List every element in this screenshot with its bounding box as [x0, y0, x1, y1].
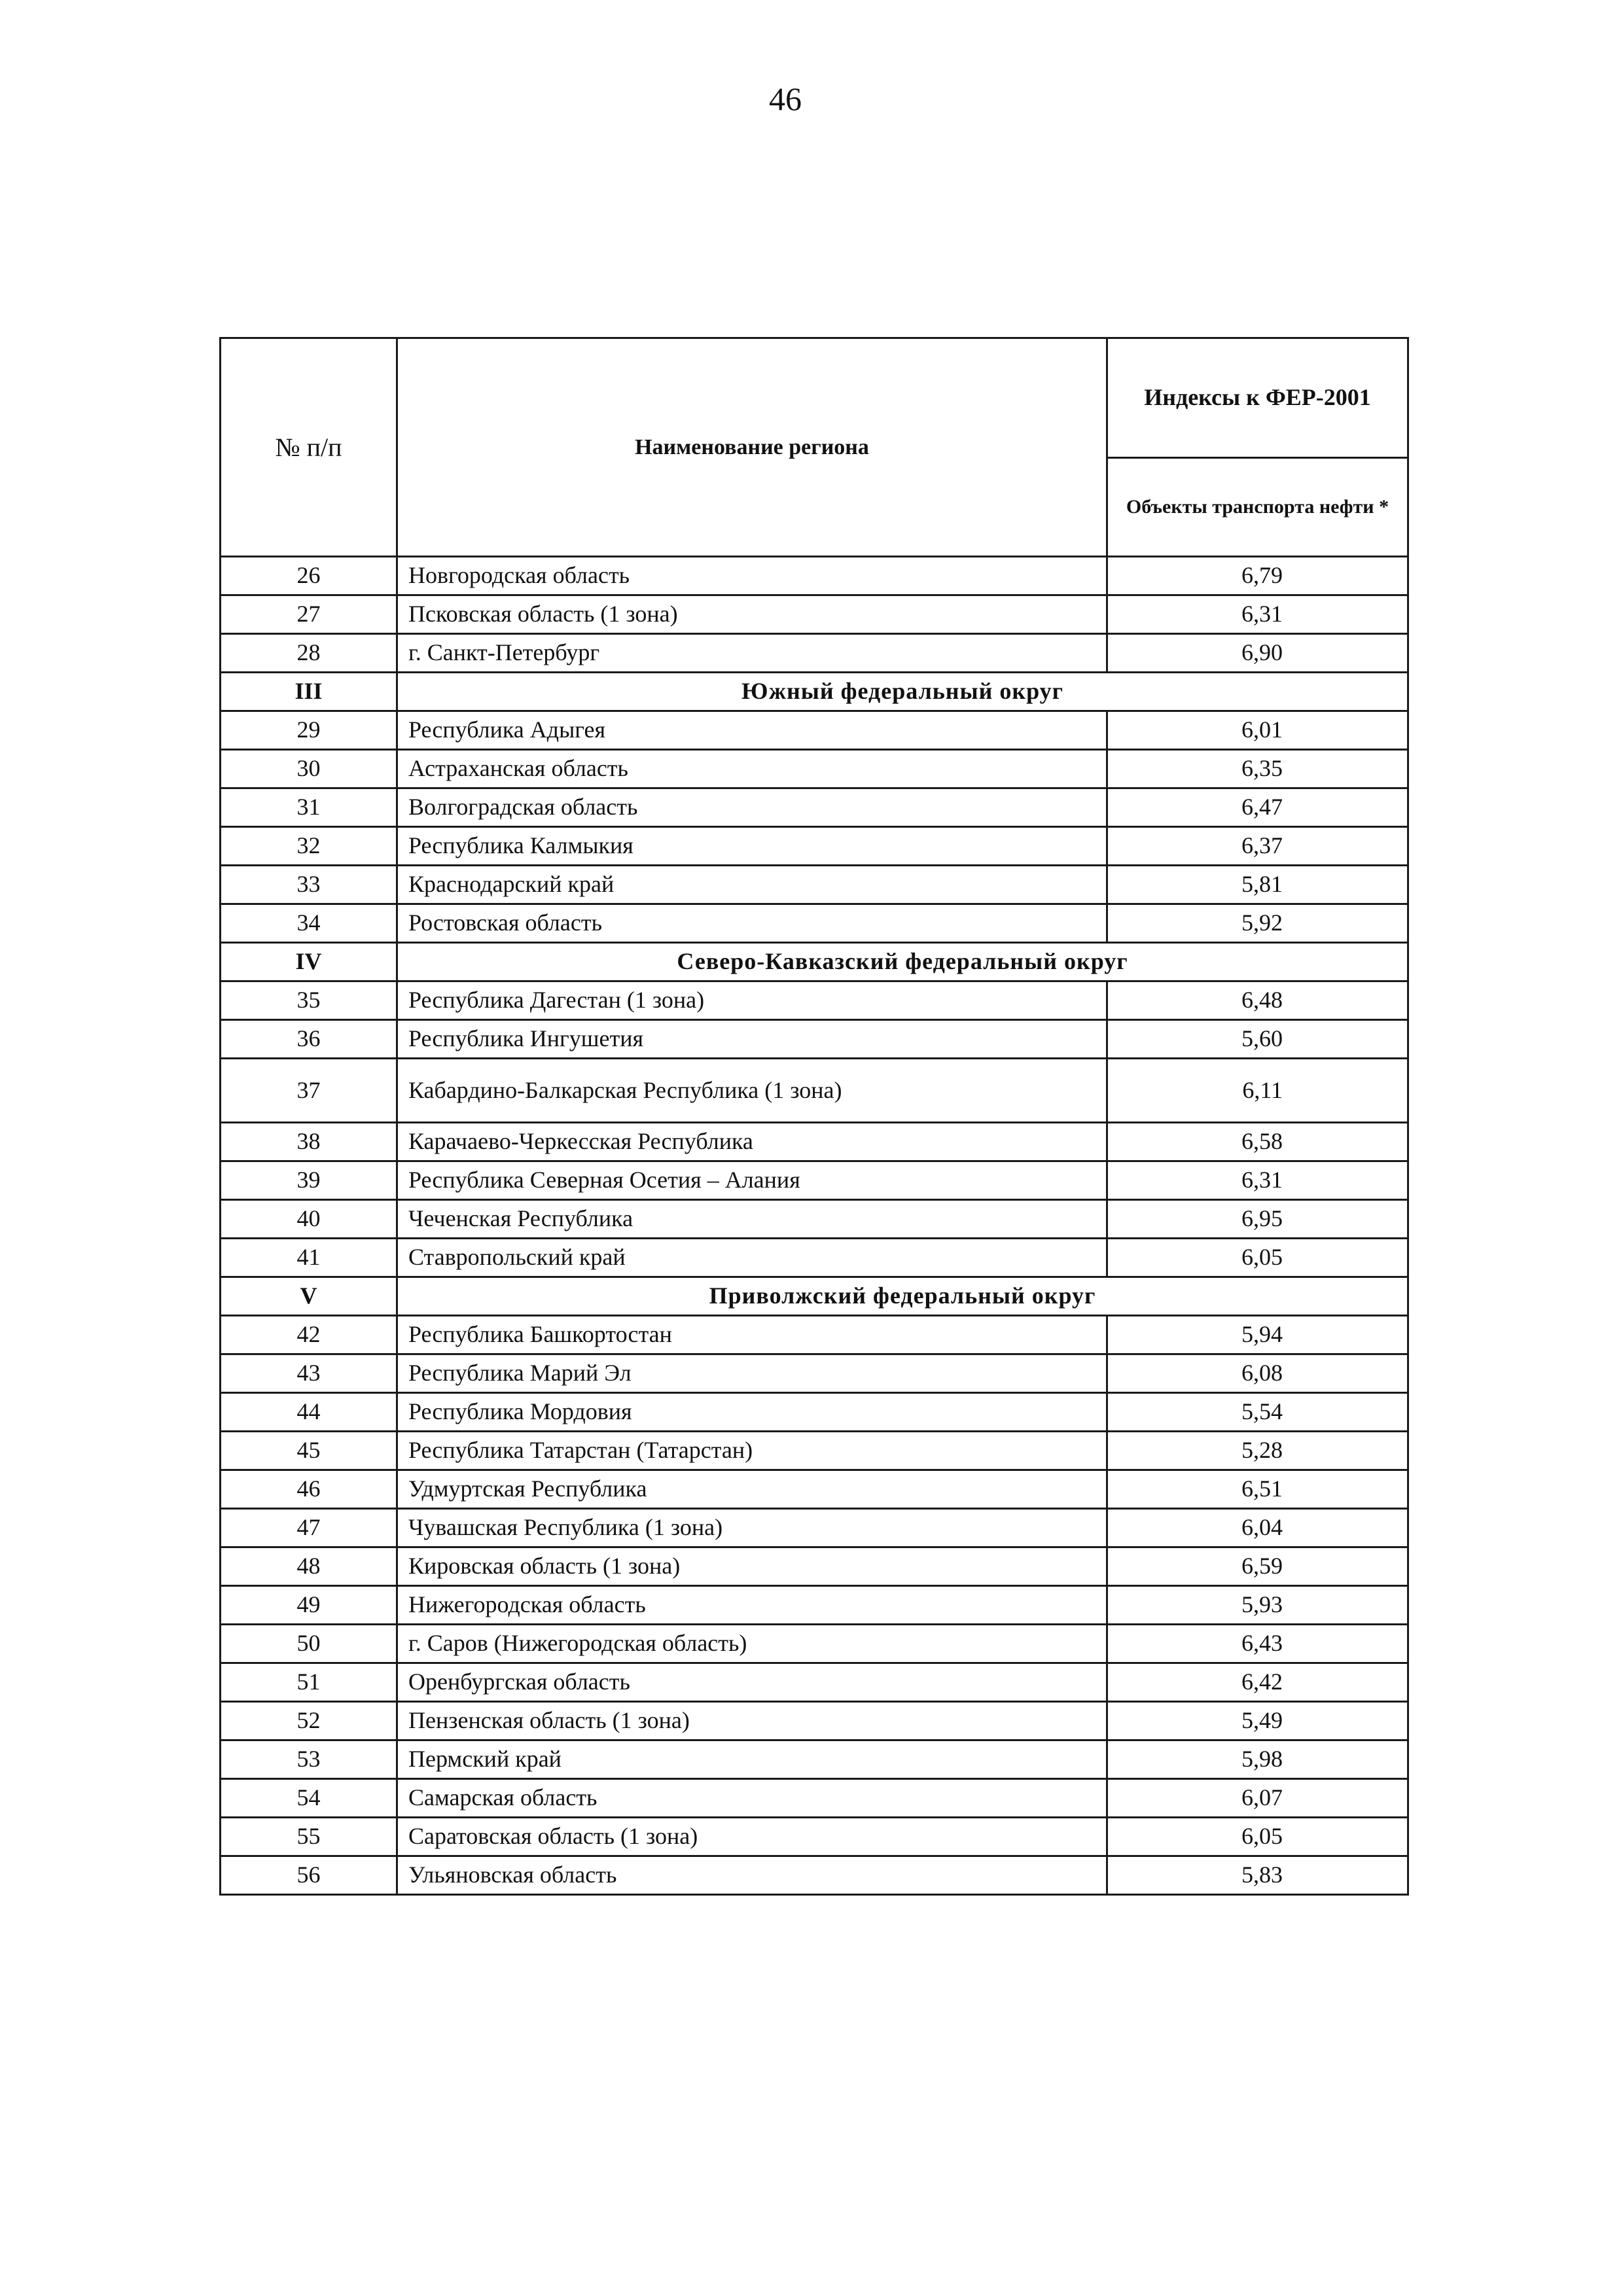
region-name: Саратовская область (1 зона): [397, 1818, 1107, 1856]
table-row: [221, 711, 1408, 750]
table-row: [221, 904, 1408, 943]
section-title: Северо-Кавказский федеральный округ: [397, 943, 1408, 981]
region-name: Пермский край: [397, 1740, 1107, 1779]
region-name: г. Санкт-Петербург: [397, 634, 1107, 673]
section-number: III: [221, 673, 397, 711]
table-row: [221, 1586, 1408, 1625]
index-value: 6,58: [1107, 1123, 1408, 1161]
index-value: 6,47: [1107, 788, 1408, 827]
region-name: Республика Татарстан (Татарстан): [397, 1432, 1107, 1470]
index-value: 5,81: [1107, 866, 1408, 904]
header-index: Индексы к ФЕР-2001: [1107, 338, 1408, 458]
index-value: 6,95: [1107, 1200, 1408, 1239]
row-number: 53: [221, 1740, 397, 1779]
section-title: Приволжский федеральный округ: [397, 1277, 1408, 1316]
table-row: [221, 634, 1408, 673]
index-value: 5,83: [1107, 1856, 1408, 1895]
region-name: Ставропольский край: [397, 1239, 1107, 1277]
region-name: Республика Башкортостан: [397, 1316, 1107, 1354]
table-row: [221, 1818, 1408, 1856]
row-number: 26: [221, 557, 397, 595]
table-row: [221, 1625, 1408, 1663]
region-name: Псковская область (1 зона): [397, 595, 1107, 634]
index-value: 6,79: [1107, 557, 1408, 595]
table-row: [221, 1393, 1408, 1432]
index-value: 5,93: [1107, 1586, 1408, 1625]
row-number: 45: [221, 1432, 397, 1470]
index-value: 5,49: [1107, 1702, 1408, 1740]
region-name: Самарская область: [397, 1779, 1107, 1818]
row-number: 44: [221, 1393, 397, 1432]
index-value: 6,05: [1107, 1239, 1408, 1277]
row-number: 54: [221, 1779, 397, 1818]
row-number: 52: [221, 1702, 397, 1740]
table-row: [221, 1702, 1408, 1740]
table-row: [221, 557, 1408, 595]
row-number: 42: [221, 1316, 397, 1354]
index-value: 6,08: [1107, 1354, 1408, 1393]
row-number: 36: [221, 1020, 397, 1059]
region-name: Краснодарский край: [397, 866, 1107, 904]
row-number: 30: [221, 750, 397, 788]
section-number: V: [221, 1277, 397, 1316]
region-name: Республика Адыгея: [397, 711, 1107, 750]
row-number: 43: [221, 1354, 397, 1393]
region-name: Ростовская область: [397, 904, 1107, 943]
section-row: [221, 943, 1408, 981]
table-row: [221, 1059, 1408, 1123]
table-row: [221, 595, 1408, 634]
region-name: Республика Калмыкия: [397, 827, 1107, 866]
index-value: 6,35: [1107, 750, 1408, 788]
header-subcategory: Объекты транспорта нефти *: [1107, 458, 1408, 557]
row-number: 48: [221, 1547, 397, 1586]
section-row: [221, 673, 1408, 711]
index-value: 6,90: [1107, 634, 1408, 673]
row-number: 33: [221, 866, 397, 904]
table-row: [221, 1663, 1408, 1702]
row-number: 27: [221, 595, 397, 634]
index-value: 6,07: [1107, 1779, 1408, 1818]
region-name: Пензенская область (1 зона): [397, 1702, 1107, 1740]
region-name: Волгоградская область: [397, 788, 1107, 827]
row-number: 28: [221, 634, 397, 673]
table-row: [221, 1856, 1408, 1895]
table-row: [221, 1316, 1408, 1354]
table-row: [221, 788, 1408, 827]
row-number: 55: [221, 1818, 397, 1856]
index-value: 6,51: [1107, 1470, 1408, 1509]
index-value: 6,31: [1107, 595, 1408, 634]
region-name: Республика Северная Осетия – Алания: [397, 1161, 1107, 1200]
index-value: 6,48: [1107, 981, 1408, 1020]
region-name: г. Саров (Нижегородская область): [397, 1625, 1107, 1663]
region-name: Кировская область (1 зона): [397, 1547, 1107, 1586]
table-row: [221, 1239, 1408, 1277]
table-row: [221, 827, 1408, 866]
row-number: 51: [221, 1663, 397, 1702]
header-number: № п/п: [221, 338, 397, 557]
table-row: [221, 1161, 1408, 1200]
table-row: [221, 1123, 1408, 1161]
row-number: 49: [221, 1586, 397, 1625]
region-name: Астраханская область: [397, 750, 1107, 788]
row-number: 37: [221, 1059, 397, 1123]
index-value: 5,54: [1107, 1393, 1408, 1432]
row-number: 56: [221, 1856, 397, 1895]
index-value: 6,31: [1107, 1161, 1408, 1200]
region-name: Республика Мордовия: [397, 1393, 1107, 1432]
header-region-name: Наименование региона: [397, 338, 1107, 557]
index-value: 5,98: [1107, 1740, 1408, 1779]
index-value: 6,11: [1107, 1059, 1408, 1123]
row-number: 34: [221, 904, 397, 943]
row-number: 35: [221, 981, 397, 1020]
region-name: Республика Ингушетия: [397, 1020, 1107, 1059]
index-value: 5,60: [1107, 1020, 1408, 1059]
index-value: 6,04: [1107, 1509, 1408, 1547]
row-number: 29: [221, 711, 397, 750]
row-number: 40: [221, 1200, 397, 1239]
index-value: 5,28: [1107, 1432, 1408, 1470]
table-row: [221, 1470, 1408, 1509]
table-row: [221, 1020, 1408, 1059]
index-value: 6,42: [1107, 1663, 1408, 1702]
region-name: Чеченская Республика: [397, 1200, 1107, 1239]
table-row: [221, 1547, 1408, 1586]
page-number: 46: [769, 80, 802, 117]
section-title: Южный федеральный округ: [397, 673, 1408, 711]
region-name: Удмуртская Республика: [397, 1470, 1107, 1509]
region-name: Кабардино-Балкарская Республика (1 зона): [397, 1059, 1107, 1123]
index-value: 6,59: [1107, 1547, 1408, 1586]
table-row: [221, 866, 1408, 904]
row-number: 41: [221, 1239, 397, 1277]
section-number: IV: [221, 943, 397, 981]
index-value: 5,92: [1107, 904, 1408, 943]
row-number: 47: [221, 1509, 397, 1547]
region-name: Чувашская Республика (1 зона): [397, 1509, 1107, 1547]
regional-index-table: [219, 337, 1409, 1896]
region-name: Карачаево-Черкесская Республика: [397, 1123, 1107, 1161]
table-row: [221, 750, 1408, 788]
table-header: [221, 338, 1408, 557]
table-row: [221, 1200, 1408, 1239]
table-row: [221, 1354, 1408, 1393]
index-value: 6,37: [1107, 827, 1408, 866]
table-row: [221, 981, 1408, 1020]
region-name: Республика Дагестан (1 зона): [397, 981, 1107, 1020]
row-number: 39: [221, 1161, 397, 1200]
index-value: 6,43: [1107, 1625, 1408, 1663]
table-row: [221, 1779, 1408, 1818]
region-name: Республика Марий Эл: [397, 1354, 1107, 1393]
region-name: Нижегородская область: [397, 1586, 1107, 1625]
index-value: 6,05: [1107, 1818, 1408, 1856]
region-name: Новгородская область: [397, 557, 1107, 595]
table-body: [221, 557, 1408, 1895]
table-row: [221, 1509, 1408, 1547]
index-value: 5,94: [1107, 1316, 1408, 1354]
region-name: Ульяновская область: [397, 1856, 1107, 1895]
row-number: 38: [221, 1123, 397, 1161]
row-number: 50: [221, 1625, 397, 1663]
index-value: 6,01: [1107, 711, 1408, 750]
table-row: [221, 1432, 1408, 1470]
row-number: 32: [221, 827, 397, 866]
row-number: 46: [221, 1470, 397, 1509]
section-row: [221, 1277, 1408, 1316]
region-name: Оренбургская область: [397, 1663, 1107, 1702]
row-number: 31: [221, 788, 397, 827]
table-row: [221, 1740, 1408, 1779]
